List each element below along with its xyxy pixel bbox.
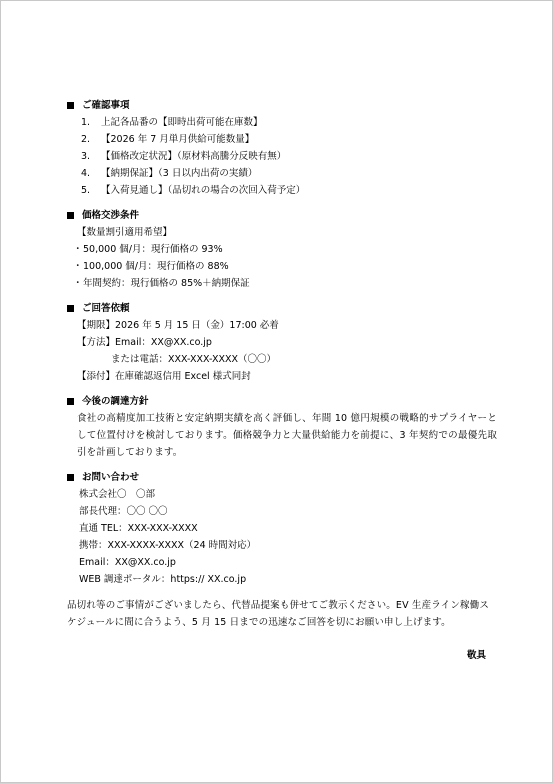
square-bullet-icon [67,398,74,405]
sign-off: 敬具 [466,650,486,661]
section-title [67,207,497,224]
section-title [67,300,497,317]
list-number: 1. [81,117,91,128]
section-title [67,393,497,410]
section-reply-request [67,300,497,385]
list-number: 3. [81,151,91,162]
policy-paragraph: 食社の高精度加工技術と安定納期実績を高く評価し、年間 10 億円規模の戦略的サプライヤーとして位置付けを検討しております。価格競争力と大量供給能力を前提に、3 年契約での最優先取引を計画しております。 [77,413,497,458]
list-text: 50,000 個/月：現行価格の 93% [83,244,223,255]
closing-paragraph: 品切れ等のご事情がございましたら、代替品提案も併せてご教示ください。EV 生産ライン稼働スケジュールに間に合うよう、5 月 15 日までの迅速なご回答を切にお願い申し上げます。 [67,600,489,628]
section-title-text: 今後の調達方針 [82,396,149,407]
list-number: 2. [81,134,91,145]
method-alt-line: または電話：XXX-XXX-XXXX（〇〇） [111,354,277,365]
square-bullet-icon [67,102,74,109]
contact-email: Email：XX@XX.co.jp [79,557,176,568]
list-item [67,131,497,148]
section-price-negotiation [67,207,497,292]
bullet-dot-icon: ・ [73,261,83,272]
list-item [67,114,497,131]
contact-tel: 直通 TEL：XXX-XXX-XXXX [79,523,198,534]
list-item [67,165,497,182]
list-text: 【納期保証】（3 日以内出荷の実績） [101,168,258,179]
section-title-text: お問い合わせ [82,472,140,483]
list-text: 【価格改定状況】（原材料高騰分反映有無） [101,151,287,162]
list-number: 5. [81,185,91,196]
list-text: 【入荷見通し】（品切れの場合の次回入荷予定） [101,185,306,196]
section-procurement-policy [67,393,497,461]
square-bullet-icon [67,305,74,312]
square-bullet-icon [67,474,74,481]
list-item [67,258,497,275]
section-title-text: ご確認事項 [82,100,130,111]
contact-company: 株式会社〇 〇部 [79,489,156,500]
deadline-line: 【期限】2026 年 5 月 15 日（金）17:00 必着 [77,320,279,331]
numbered-list [67,114,497,199]
contact-web-portal: WEB 調達ポータル：https:// XX.co.jp [79,574,247,585]
bullet-dot-icon: ・ [73,278,83,289]
list-item [67,148,497,165]
contact-person: 部長代理：〇〇 〇〇 [79,506,168,517]
list-text: 100,000 個/月：現行価格の 88% [83,261,229,272]
bullet-dot-icon: ・ [73,244,83,255]
list-number: 4. [81,168,91,179]
sub-heading: 【数量割引適用希望】 [77,227,173,238]
contact-mobile: 携帯：XXX-XXXX-XXXX（24 時間対応） [79,540,257,551]
list-text: 年間契約：現行価格の 85%＋納期保証 [83,278,250,289]
section-title-text: ご回答依頼 [82,303,130,314]
section-confirmation-items [67,97,497,199]
section-title-text: 価格交渉条件 [82,210,140,221]
list-item [67,182,497,199]
list-text: 上記各品番の【即時出荷可能在庫数】 [101,117,263,128]
section-contact [67,469,497,588]
list-text: 【2026 年 7 月単月供給可能数量】 [101,134,255,145]
square-bullet-icon [67,212,74,219]
method-line: 【方法】Email：XX@XX.co.jp [77,337,212,348]
attachment-line: 【添付】在庫確認返信用 Excel 様式同封 [77,371,251,382]
list-item [67,275,497,292]
list-item [67,241,497,258]
section-title [67,97,497,114]
section-title [67,469,497,486]
document-body [67,97,497,596]
